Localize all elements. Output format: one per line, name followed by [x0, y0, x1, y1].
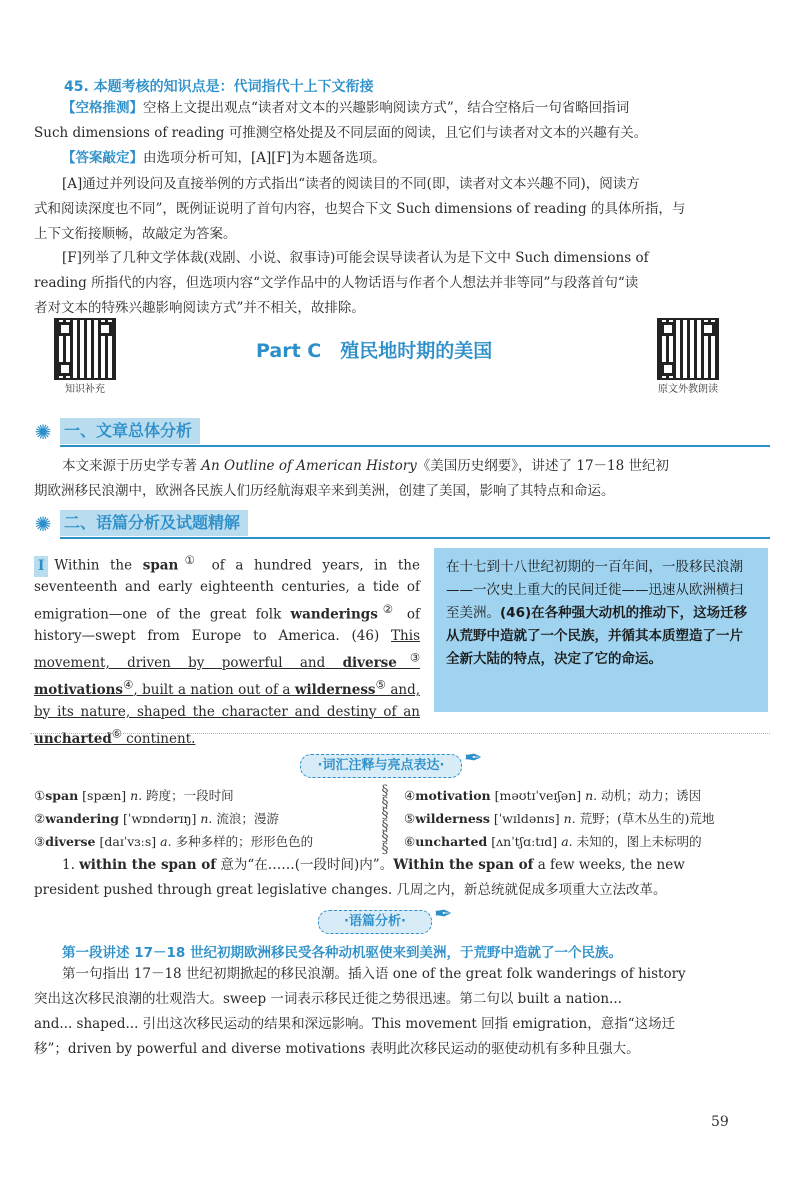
section-1-heading: 一、文章总体分析 [60, 418, 200, 444]
book-title: An Outline of American History [201, 458, 417, 474]
vocab-item: ③diverse [daɪˈvɜːs] a. 多种多样的；形形色色的 [34, 834, 314, 849]
analysis-headline: 第一段讲述 17－18 世纪初期欧洲移民受各种动机驱使来到美洲，于荒野中造就了一个民族。 [62, 945, 622, 961]
lightbulb-icon: ✺ [34, 512, 52, 536]
blank-inference-tag: 【空格推测】 [62, 100, 143, 116]
option-f-line: reading 所指代的内容，但选项内容“文学作品中的人物话语与作者个人想法并非等同”与段落首句“读 [34, 275, 639, 291]
answer-tag: 【答案敲定】 [62, 150, 143, 166]
vocab-right [404, 784, 774, 853]
option-a-line: 式和阅读深度也不同”，既例证说明了首句内容，也契合下文 Such dimensions of reading 的具体所指，与 [34, 201, 686, 217]
qr-left-label: 知识补充 [65, 384, 105, 395]
english-passage: I Within the span① of a hundred years, in the seventeenth and early eighteenth centuries, a tide of emigration—one of the great folk wanderings② of history—swept from Europe to America. (46) This movement, driven by powerful and diverse③ motivations④, built a nation out of a wilderness⑤ and, by its nature, shaped the character and destiny of an uncharted⑥ continent. [34, 554, 420, 747]
lightbulb-icon: ✺ [34, 420, 52, 444]
quill-icon: ✒ [434, 902, 453, 927]
quill-icon: ✒ [464, 746, 483, 771]
translation-normal: 在十七到十八世纪初期的一百年间，一股移民浪潮——一次史上重大的民间迁徙——迅速从欧洲横扫至美洲。 [446, 559, 743, 621]
chinese-translation-box [434, 548, 768, 712]
blank-inference-text-2: Such dimensions of reading 可推测空格处提及不同层面的阅读，且它们与读者对文本的兴趣有关。 [34, 125, 648, 141]
section-2-heading: 二、语篇分析及试题精解 [60, 510, 248, 536]
qr-knowledge[interactable] [50, 318, 120, 395]
option-f-line: [F]列举了几种文学体裁(戏剧、小说、叙事诗)可能会误导读者认为是下文中 Such dimensions of [62, 250, 649, 266]
usage-note: 1. within the span of 意为“在……(一段时间)内”。Within the span of a few weeks, the new president pushed through great legislative changes. 几周之内，新总统就促成多项重大立法改革。 [34, 857, 685, 898]
vocab-pill: ·词汇注释与亮点表达· [300, 754, 462, 778]
analysis-line: 突出这次移民浪潮的壮观浩大。sweep 一词表示移民迁徙之势很迅速。第二句以 built a nation... [34, 991, 622, 1007]
option-f-explanation [34, 246, 770, 321]
option-a-line: 上下文衔接顺畅，故敲定为答案。 [34, 226, 237, 242]
analysis-line: and... shaped... 引出这次移民运动的结果和深远影响。This movement 回指 emigration，意指“这场迁 [34, 1016, 676, 1032]
qr-code-icon[interactable] [54, 318, 116, 380]
analysis-pill: ·语篇分析· [318, 910, 432, 934]
option-f-line: 者对文本的特殊兴趣影响阅读方式”并不相关，故排除。 [34, 300, 365, 316]
vocab-item: ⑥uncharted [ʌnˈtʃɑːtɪd] a. 未知的，图上未标明的 [404, 834, 702, 849]
qr-code-icon[interactable] [657, 318, 719, 380]
page-number: 59 [711, 1114, 729, 1130]
answer-text: 由选项分析可知，[A][F]为本题备选项。 [143, 150, 386, 166]
paragraph-number: I [34, 556, 48, 578]
question-45-title: 45. 本题考核的知识点是：代词指代十上下文衔接 [64, 79, 374, 95]
section-2-header [30, 510, 770, 540]
option-a-explanation [34, 172, 770, 247]
qr-reading[interactable] [648, 318, 728, 395]
section-1-header [30, 418, 770, 448]
translation-bold: (46)在各种强大动机的推动下，这场迁移从荒野中造就了一个民族，并循其本质塑造了一片全新大陆的特点，决定了它的命运。 [446, 605, 748, 667]
part-title: Part C 殖民地时期的美国 [256, 340, 493, 362]
analysis-line: 移”；driven by powerful and diverse motivations 表明此次移民运动的驱使动机有多种且强大。 [34, 1041, 640, 1057]
wavy-divider: § § § § § § [381, 783, 389, 857]
option-a-line: [A]通过并列设问及直接举例的方式指出“读者的阅读目的不同(即，读者对文本兴趣不同)，阅读方 [62, 176, 640, 192]
divider [30, 733, 770, 734]
analysis-body [34, 962, 770, 1062]
vocab-item: ①span [spæn] n. 跨度；一段时间 [34, 788, 234, 803]
blank-inference-text: 空格上文提出观点“读者对文本的兴趣影响阅读方式”，结合空格后一句省略回指词 [143, 100, 630, 116]
blank-inference-paragraph [34, 96, 770, 171]
overall-analysis: 本文来源于历史学专著 An Outline of American History《美国历史纲要》，讲述了 17－18 世纪初 期欧洲移民浪潮中，欧洲各民族人们历经航海艰辛来到美洲，创建了美国，影响了其特点和命运。 [34, 458, 670, 499]
vocab-item: ②wandering [ˈwɒndərɪŋ] n. 流浪；漫游 [34, 811, 279, 826]
analysis-line: 第一句指出 17－18 世纪初期掀起的移民浪潮。插入语 one of the great folk wanderings of history [62, 966, 686, 982]
vocab-item: ⑤wilderness [ˈwɪldənɪs] n. 荒野；(草木丛生的)荒地 [404, 811, 715, 826]
vocab-left [34, 784, 374, 853]
qr-right-label: 原文外教朗读 [658, 384, 718, 395]
vocab-item: ④motivation [məʊtɪˈveɪʃən] n. 动机；动力；诱因 [404, 788, 702, 803]
